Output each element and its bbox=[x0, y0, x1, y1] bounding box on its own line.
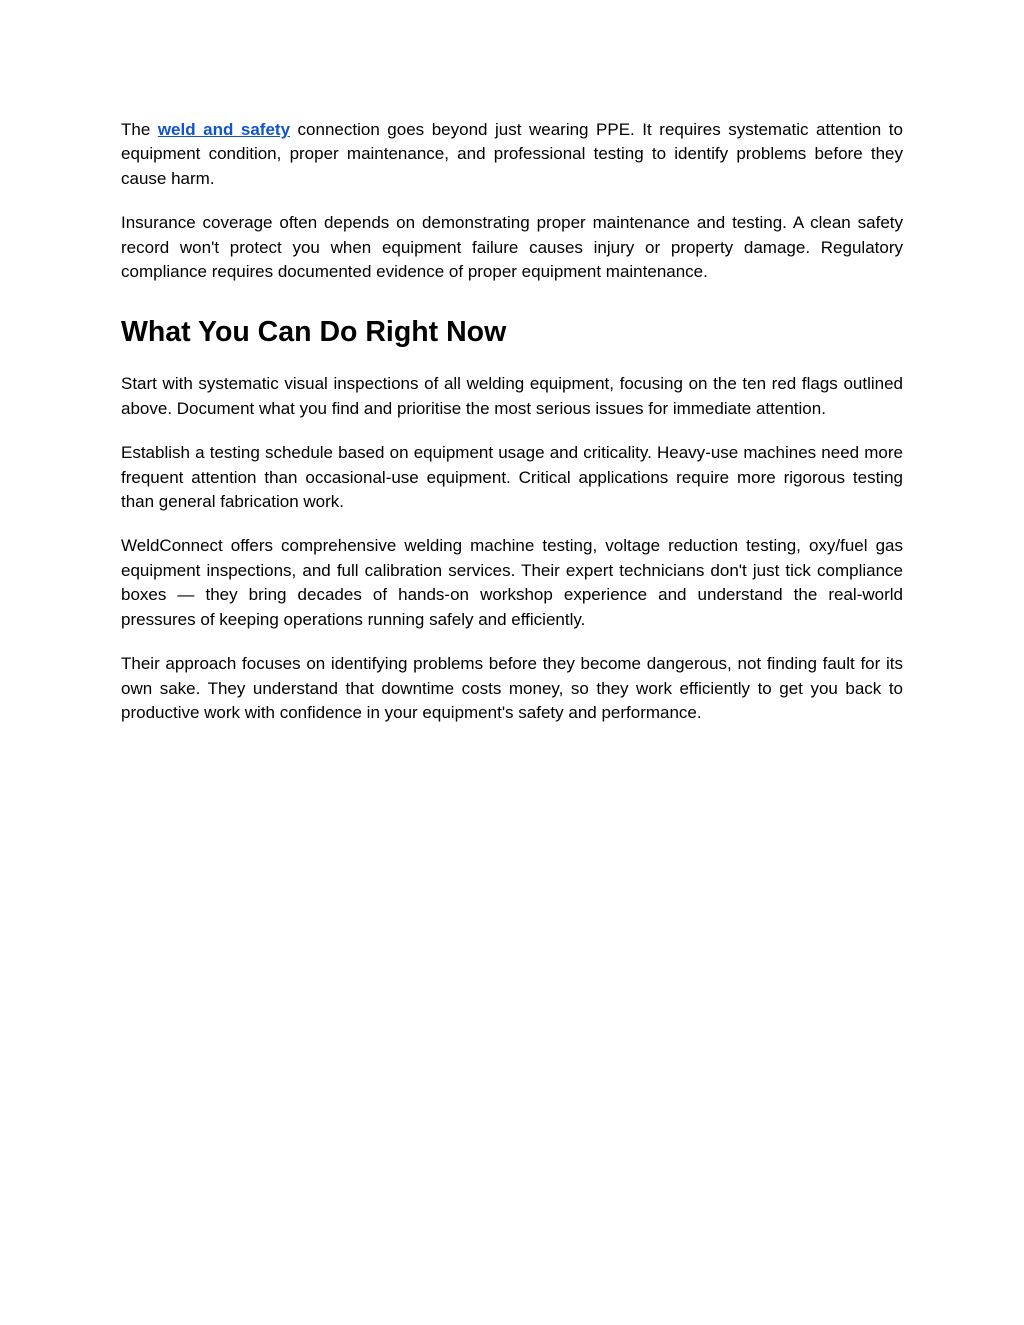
intro-paragraph bbox=[121, 118, 903, 191]
document-page bbox=[121, 118, 903, 745]
weld-and-safety-link[interactable]: weld and safety bbox=[157, 120, 291, 139]
intro-text-before-link: The bbox=[121, 120, 158, 139]
approach-paragraph: Their approach focuses on identifying problems before they become dangerous, not finding fault for its own sake. They understand that downtime costs money, so they work efficiently to get you back to productive work with confidence in your equipment's safety and performance. bbox=[121, 654, 903, 722]
section-heading: What You Can Do Right Now bbox=[121, 316, 507, 349]
inspection-paragraph: Start with systematic visual inspections of all welding equipment, focusing on the ten red flags outlined above. Document what you find and prioritise the most serious issues for immediate attention. bbox=[121, 374, 903, 418]
intro-text-after-link: connection goes beyond just wearing PPE. It requires systematic attention to equipment condition, proper maintenance, and professional testing to identify problems before they cause harm. bbox=[121, 120, 903, 188]
insurance-paragraph: Insurance coverage often depends on demonstrating proper maintenance and testing. A clean safety record won't protect you when equipment failure causes injury or property damage. Regulatory compliance requires documented evidence of proper equipment maintenance. bbox=[121, 213, 903, 282]
weldconnect-services-paragraph: WeldConnect offers comprehensive welding machine testing, voltage reduction testing, oxy/fuel gas equipment inspections, and full calibration services. Their expert technicians don't just tick compliance boxes — they bring decades of hands-on workshop experience and understand the real-world pressures of keeping operations running safely and efficiently. bbox=[121, 536, 903, 629]
testing-schedule-paragraph: Establish a testing schedule based on equipment usage and criticality. Heavy-use machines need more frequent attention than occasional-use equipment. Critical applications require more rigorous testing than general fabrication work. bbox=[121, 443, 903, 512]
